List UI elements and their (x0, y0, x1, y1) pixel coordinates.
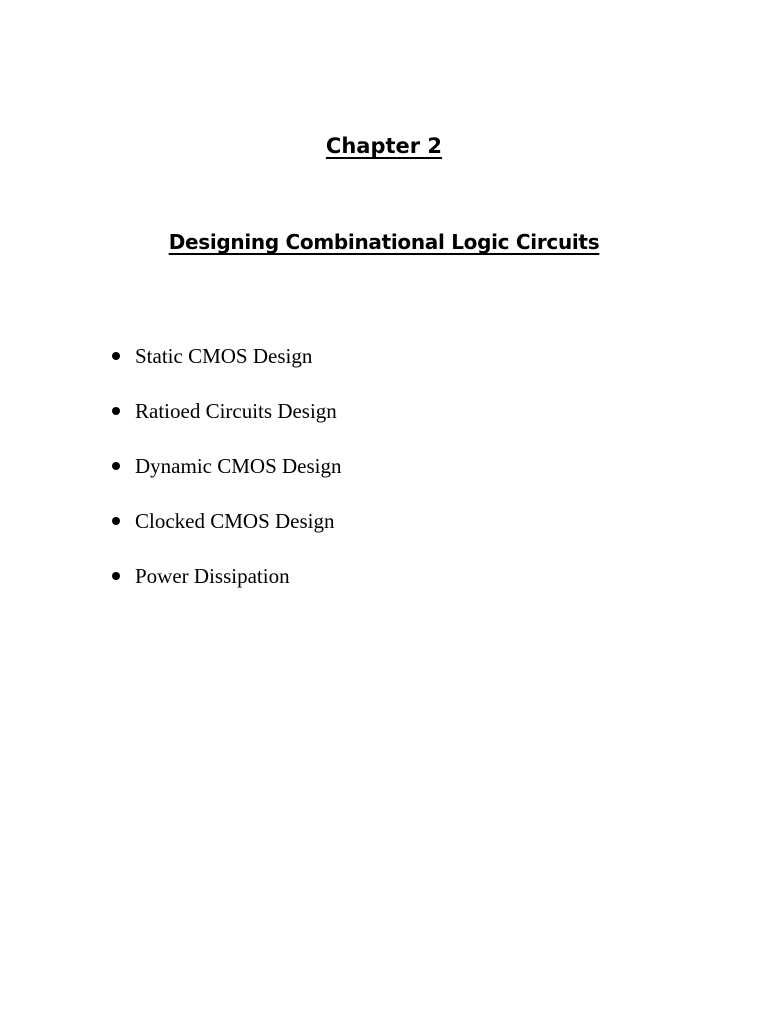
list-item (112, 506, 342, 561)
bullet-icon (112, 352, 120, 360)
chapter-heading: Chapter 2 (325, 134, 443, 158)
bullet-icon (112, 407, 120, 415)
list-item-label: Clocked CMOS Design (135, 509, 335, 533)
list-item-label: Ratioed Circuits Design (135, 399, 337, 423)
list-item-label: Static CMOS Design (135, 344, 313, 368)
topic-list (112, 341, 342, 616)
page-title: Designing Combinational Logic Circuits (168, 230, 600, 254)
list-item-label: Power Dissipation (135, 564, 290, 588)
bullet-icon (112, 462, 120, 470)
bullet-icon (112, 572, 120, 580)
bullet-icon (112, 517, 120, 525)
list-item (112, 561, 342, 616)
list-item (112, 341, 342, 396)
list-item (112, 396, 342, 451)
list-item (112, 451, 342, 506)
list-item-label: Dynamic CMOS Design (135, 454, 342, 478)
